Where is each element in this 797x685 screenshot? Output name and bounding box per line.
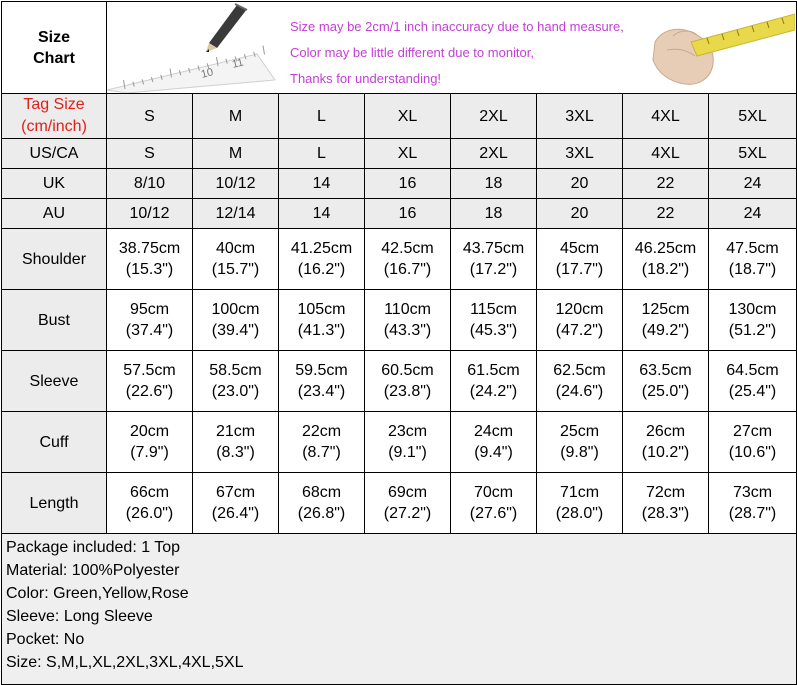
measurement-inch: (22.6") [125,383,174,400]
measurement-inch: (23.4") [297,383,346,400]
measurement-row [2,229,797,290]
measurement-cm: 71cm [559,484,600,501]
size-conversion-cell: 8/10 [107,169,193,199]
measurement-cell [365,473,451,534]
title-line-1: Size [37,28,70,46]
measurement-cm: 27cm [732,423,773,440]
size-conversion-cell: M [193,139,279,169]
measurement-cell [709,412,797,473]
size-conversion-cell: 5XL [709,139,797,169]
title-line-2: Chart [33,49,75,67]
note-thanks: Thanks for understanding! [290,71,442,86]
measurement-inch: (25.4") [728,383,777,400]
measurement-cell [107,412,193,473]
ruler-icon [107,46,275,94]
measurement-cm: 68cm [301,484,342,501]
measurement-inch: (17.7") [555,261,604,278]
measurement-cell [709,290,797,351]
measurement-cell [709,473,797,534]
measurement-inch: (28.7") [728,505,777,522]
measurement-inch: (25.0") [641,383,690,400]
measurement-cm: 63.5cm [639,362,692,379]
measurement-cm: 100cm [211,301,260,318]
measurement-cm: 130cm [728,301,777,318]
size-conversion-row [2,169,797,199]
measurement-cm: 72cm [645,484,686,501]
measurement-cell [107,229,193,290]
measurement-inch: (37.4") [125,322,174,339]
size-conversion-row [2,139,797,169]
measurement-cell [451,229,537,290]
measurement-cell [623,351,709,412]
product-detail-line: Pocket: No [6,631,85,648]
size-conversion-cell: 4XL [623,139,709,169]
measure-notice-banner [107,2,797,94]
size-conversion-cell: XL [365,139,451,169]
measurement-cm: 23cm [387,423,428,440]
measurement-cm: 21cm [215,423,256,440]
size-conversion-cell: 3XL [537,139,623,169]
measurement-cell [365,290,451,351]
measurement-cm: 59.5cm [295,362,348,379]
size-conversion-cell: 20 [537,169,623,199]
measurement-cm: 25cm [559,423,600,440]
size-conversion-cell: 16 [365,169,451,199]
tag-size-cell: 2XL [451,94,537,139]
tag-size-unit: (cm/inch) [21,118,87,135]
measurement-cell [451,473,537,534]
measurement-cm: 120cm [555,301,604,318]
measurement-row [2,473,797,534]
measurement-inch: (26.0") [125,505,174,522]
measurement-inch: (23.0") [211,383,260,400]
tag-size-cell: 3XL [537,94,623,139]
pencil-icon [206,4,247,52]
measurement-cell [193,473,279,534]
measurement-cm: 47.5cm [726,240,779,257]
measurement-cell [279,229,365,290]
measurement-cell [537,473,623,534]
measurement-label: Bust [2,290,107,351]
size-conversion-cell: 16 [365,199,451,229]
size-conversion-cell: 22 [623,169,709,199]
measurement-cm: 41.25cm [290,240,353,257]
measurement-cell [623,412,709,473]
size-conversion-cell: 24 [709,169,797,199]
measurement-label: Length [2,473,107,534]
measurement-inch: (16.7") [383,261,432,278]
row-label: AU [2,199,107,229]
size-conversion-cell: 14 [279,199,365,229]
measurement-inch: (18.2") [641,261,690,278]
note-color-difference: Color may be little different due to monitor, [290,45,534,60]
measurement-cell [193,229,279,290]
size-conversion-cell: 18 [451,199,537,229]
size-conversion-cell: 10/12 [193,169,279,199]
measurement-cm: 26cm [645,423,686,440]
measurement-cell [709,229,797,290]
measurement-inch: (23.8") [383,383,432,400]
product-detail-line: Package included: 1 Top [6,539,181,556]
measurement-inch: (41.3") [297,322,346,339]
measurement-cm: 20cm [129,423,170,440]
measurement-cm: 22cm [301,423,342,440]
measurement-inch: (45.3") [469,322,518,339]
measurement-cm: 45cm [559,240,600,257]
measurement-cell [107,351,193,412]
measurement-cell [537,290,623,351]
measurement-inch: (9.4") [474,444,513,461]
measurement-inch: (51.2") [728,322,777,339]
tag-size-cell: 4XL [623,94,709,139]
measurement-cm: 62.5cm [553,362,606,379]
measurement-label: Cuff [2,412,107,473]
measurement-inch: (17.2") [469,261,518,278]
measurement-cell [451,290,537,351]
ruler-number-10: 10 [199,66,215,81]
measurement-cm: 66cm [129,484,170,501]
measurement-cm: 24cm [473,423,514,440]
measurement-cm: 115cm [470,301,517,318]
measurement-inch: (27.2") [383,505,432,522]
measurement-inch: (28.3") [641,505,690,522]
measurement-label: Shoulder [2,229,107,290]
measurement-cell [709,351,797,412]
measurement-cm: 73cm [732,484,773,501]
measurement-cm: 42.5cm [381,240,434,257]
measurement-cm: 43.75cm [462,240,525,257]
size-conversion-cell: 12/14 [193,199,279,229]
measurement-inch: (15.7") [211,261,260,278]
size-conversion-cell: 10/12 [107,199,193,229]
measurement-cell [451,351,537,412]
header-row [2,2,797,94]
ruler-number-11: 11 [230,56,245,71]
tag-size-cell: S [107,94,193,139]
row-label: UK [2,169,107,199]
measurement-cell [193,351,279,412]
measurement-inch: (26.4") [211,505,260,522]
measurement-inch: (27.6") [469,505,518,522]
product-details [2,534,797,685]
product-detail-line: Size: S,M,L,XL,2XL,3XL,4XL,5XL [6,654,244,671]
measurement-inch: (8.7") [302,444,341,461]
size-conversion-row [2,199,797,229]
size-conversion-cell: S [107,139,193,169]
measurement-cm: 38.75cm [118,240,181,257]
measurement-cm: 105cm [297,301,346,318]
measurement-cell [623,229,709,290]
size-conversion-cell: L [279,139,365,169]
measurement-row [2,290,797,351]
measurement-inch: (24.2") [469,383,518,400]
tag-size-row [2,94,797,139]
measurement-cm: 67cm [215,484,256,501]
measurement-inch: (16.2") [297,261,346,278]
measurement-cm: 60.5cm [381,362,434,379]
measurement-cell [537,412,623,473]
measurement-cell [365,229,451,290]
measurement-cell [623,473,709,534]
measurement-cell [623,290,709,351]
measurement-cell [193,412,279,473]
row-label: US/CA [2,139,107,169]
tag-size-cell: XL [365,94,451,139]
measurement-inch: (10.6") [728,444,777,461]
product-details-row [2,534,797,685]
measurement-cell [193,290,279,351]
measurement-cm: 110cm [384,301,431,318]
measurement-cm: 95cm [129,301,170,318]
size-conversion-cell: 18 [451,169,537,199]
measurement-cm: 70cm [473,484,514,501]
tag-size-cell: 5XL [709,94,797,139]
measurement-label: Sleeve [2,351,107,412]
measurement-inch: (47.2") [555,322,604,339]
product-detail-line: Sleeve: Long Sleeve [6,608,153,625]
measurement-cm: 64.5cm [726,362,779,379]
size-chart-title [2,2,107,94]
measurement-cm: 69cm [387,484,428,501]
tag-size-cell: L [279,94,365,139]
tag-size-cell: M [193,94,279,139]
measurement-inch: (7.9") [130,444,169,461]
measurement-inch: (28.0") [555,505,604,522]
measurement-inch: (49.2") [641,322,690,339]
measurement-cell [279,473,365,534]
measurement-cell [107,290,193,351]
tag-size-title: Tag Size [23,96,85,113]
hand-icon [653,29,713,84]
measurement-cm: 125cm [641,301,690,318]
tape-measure-icon [691,14,795,56]
measurement-cell [279,412,365,473]
measurement-inch: (18.7") [728,261,777,278]
measurement-cell [451,412,537,473]
size-conversion-cell: 20 [537,199,623,229]
measurement-cell [537,351,623,412]
size-conversion-cell: 2XL [451,139,537,169]
measurement-row [2,351,797,412]
measurement-inch: (9.1") [388,444,427,461]
product-detail-line: Color: Green,Yellow,Rose [6,585,189,602]
measurement-cm: 61.5cm [467,362,520,379]
tag-size-label [2,94,107,139]
measurement-row [2,412,797,473]
measurement-cell [279,290,365,351]
measurement-cm: 46.25cm [634,240,697,257]
measurement-inch: (15.3") [125,261,174,278]
measurement-cell [365,412,451,473]
product-detail-line: Material: 100%Polyester [6,562,180,579]
size-conversion-cell: 22 [623,199,709,229]
measurement-inch: (9.8") [560,444,599,461]
measurement-inch: (26.8") [297,505,346,522]
measurement-cm: 57.5cm [123,362,176,379]
size-conversion-cell: 14 [279,169,365,199]
measurement-inch: (43.3") [383,322,432,339]
note-measure-inaccuracy: Size may be 2cm/1 inch inaccuracy due to hand measure, [290,19,624,34]
measurement-cell [107,473,193,534]
measurement-cm: 40cm [215,240,256,257]
measurement-inch: (8.3") [216,444,255,461]
measurement-cell [365,351,451,412]
measurement-inch: (10.2") [641,444,690,461]
size-chart-table [1,1,797,685]
size-conversion-cell: 24 [709,199,797,229]
measurement-cell [279,351,365,412]
measurement-cell [537,229,623,290]
measurement-inch: (39.4") [211,322,260,339]
measure-notes [290,14,624,92]
measurement-inch: (24.6") [555,383,604,400]
measurement-cm: 58.5cm [209,362,262,379]
